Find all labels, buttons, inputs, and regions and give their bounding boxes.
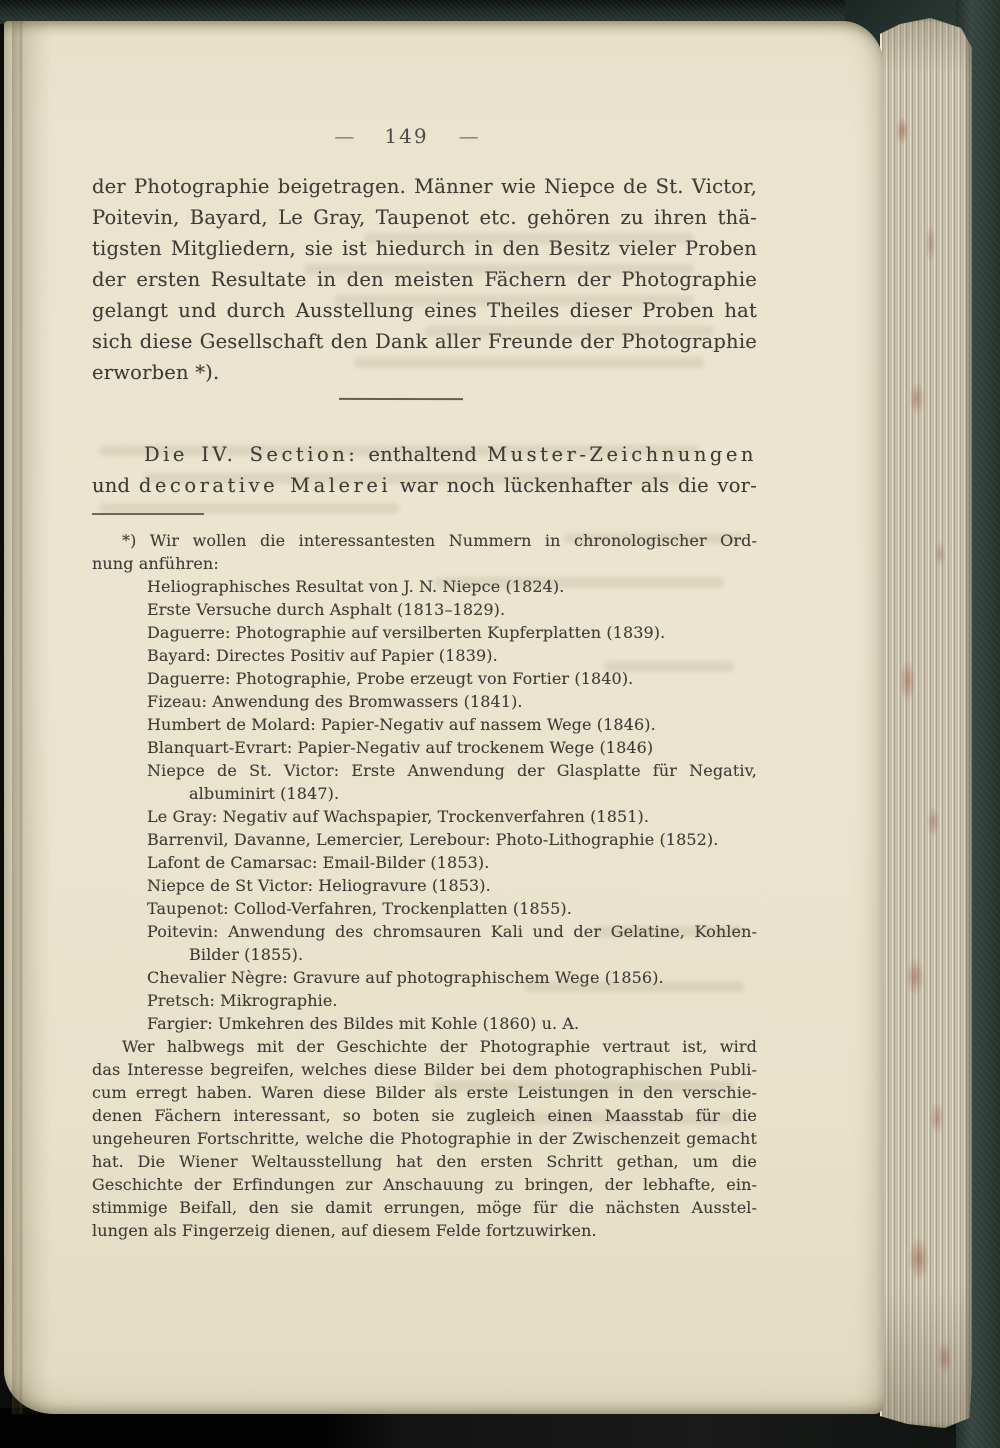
footnote-separator-rule xyxy=(92,513,204,515)
text-line xyxy=(92,529,757,552)
text-segment: lungen als Fingerzeig dienen, auf diesem Felde fortzuwirken. xyxy=(92,1221,597,1240)
text-line xyxy=(92,552,757,575)
text-segment: Erste Versuche durch Asphalt (1813–1829). xyxy=(147,600,506,619)
text-segment: Geschichte der Erfindungen zur Anschauung zu bringen, der lebhafte, ein- xyxy=(92,1175,757,1194)
text-segment: Niepce de St. Victor: Erste Anwendung der Glasplatte für Negativ, xyxy=(147,761,757,780)
text-segment: Blanquart-Evrart: Papier-Negativ auf trockenem Wege (1846) xyxy=(147,738,654,757)
text-line xyxy=(92,1219,757,1242)
text-segment: sich diese Gesellschaft den Dank aller Freunde der Photographie xyxy=(92,330,757,353)
text-segment: Le Gray: Negativ auf Wachspapier, Trockenverfahren (1851). xyxy=(147,807,650,826)
text-segment: hat. Die Wiener Weltausstellung hat den ersten Schritt gethan, um die xyxy=(92,1152,757,1171)
scan-bottom-shadow xyxy=(0,1408,1000,1448)
page-number: 149 xyxy=(384,124,429,148)
text-line xyxy=(92,357,757,388)
page-header xyxy=(74,124,739,148)
text-line xyxy=(92,233,757,264)
text-segment: erworben *). xyxy=(92,361,220,384)
header-dash-left: — xyxy=(334,124,355,148)
text-segment: tigsten Mitgliedern, sie ist hiedurch in den Besitz vieler Proben xyxy=(92,237,757,260)
text-line xyxy=(92,326,757,357)
text-segment: enthaltend xyxy=(358,443,488,466)
body-paragraph xyxy=(92,171,757,388)
text-line xyxy=(92,264,757,295)
text-segment: Fizeau: Anwendung des Bromwassers (1841). xyxy=(147,692,523,711)
section-divider-rule xyxy=(339,398,463,400)
letterspaced-text: Muster-Zeichnungen xyxy=(487,443,757,466)
text-segment: Bilder (1855). xyxy=(189,945,304,964)
text-line xyxy=(92,874,757,897)
text-segment: Heliographisches Resultat von J. N. Niepce (1824). xyxy=(147,577,565,596)
text-line xyxy=(92,1104,757,1127)
text-line xyxy=(92,828,757,851)
gutter-crease xyxy=(20,21,22,1414)
text-segment: Humbert de Molard: Papier-Negativ auf nassem Wege (1846). xyxy=(147,715,656,734)
letterspaced-text: decorative Malerei xyxy=(138,474,392,497)
text-line xyxy=(92,897,757,920)
text-line xyxy=(92,644,757,667)
text-line xyxy=(92,295,757,326)
text-line xyxy=(92,1081,757,1104)
text-line xyxy=(92,1035,757,1058)
text-segment: Chevalier Nègre: Gravure auf photographischem Wege (1856). xyxy=(147,968,664,987)
text-line xyxy=(92,943,757,966)
text-line xyxy=(92,439,757,470)
page-fore-edge-stack xyxy=(880,18,972,1428)
text-segment: Poitevin, Bayard, Le Gray, Taupenot etc. gehören zu ihren thä- xyxy=(92,206,757,229)
text-segment: Lafont de Camarsac: Email-Bilder (1853). xyxy=(147,853,490,872)
text-segment: cum erregt haben. Waren diese Bilder als erste Leistungen in den verschie- xyxy=(92,1083,757,1102)
text-segment: stimmige Beifall, den sie damit errungen, möge für die nächsten Ausstel- xyxy=(92,1198,757,1217)
text-line xyxy=(92,1173,757,1196)
text-line xyxy=(92,851,757,874)
text-segment: albuminirt (1847). xyxy=(189,784,340,803)
text-line xyxy=(92,920,757,943)
text-segment: Daguerre: Photographie auf versilberten Kupferplatten (1839). xyxy=(147,623,666,642)
text-line xyxy=(92,782,757,805)
text-line xyxy=(92,1196,757,1219)
section-paragraph xyxy=(92,439,757,501)
text-segment: Pretsch: Mikrographie. xyxy=(147,991,338,1010)
text-line xyxy=(92,966,757,989)
text-segment: Wer halbwegs mit der Geschichte der Photographie vertraut ist, wird xyxy=(122,1037,757,1056)
text-segment: Niepce de St Victor: Heliogravure (1853). xyxy=(147,876,491,895)
text-segment: Bayard: Directes Positiv auf Papier (1839). xyxy=(147,646,498,665)
text-line xyxy=(92,470,757,501)
text-line xyxy=(92,805,757,828)
text-segment: Fargier: Umkehren des Bildes mit Kohle (1860) u. A. xyxy=(147,1014,580,1033)
letterspaced-text: Die IV. Section: xyxy=(144,443,359,466)
text-line xyxy=(92,713,757,736)
text-line xyxy=(92,598,757,621)
text-segment: das Interesse begreifen, welches diese Bilder bei dem photographischen Publi- xyxy=(92,1060,757,1079)
header-dash-right: — xyxy=(458,124,479,148)
text-segment: der ersten Resultate in den meisten Fächern der Photographie xyxy=(92,268,757,291)
text-line xyxy=(92,171,757,202)
text-segment: und xyxy=(92,474,139,497)
text-segment: *) Wir wollen die interessantesten Nummern in chronologischer Ord- xyxy=(122,531,757,550)
text-segment: Poitevin: Anwendung des chromsauren Kali und der Gelatine, Kohlen- xyxy=(147,922,757,941)
text-line xyxy=(92,1058,757,1081)
book-page xyxy=(4,21,884,1414)
text-line xyxy=(92,575,757,598)
text-line xyxy=(92,621,757,644)
text-segment: der Photographie beigetragen. Männer wie Niepce de St. Victor, xyxy=(92,175,757,198)
text-line xyxy=(92,690,757,713)
text-segment: Barrenvil, Davanne, Lemercier, Lerebour: Photo-Lithographie (1852). xyxy=(147,830,719,849)
text-segment: Taupenot: Collod-Verfahren, Trockenplatten (1855). xyxy=(147,899,572,918)
text-segment: war noch lückenhafter als die vor- xyxy=(391,474,757,497)
text-line xyxy=(92,736,757,759)
text-segment: ungeheuren Fortschritte, welche die Photographie in der Zwischenzeit gemacht xyxy=(92,1129,757,1148)
text-segment: nung anführen: xyxy=(92,554,219,573)
text-line xyxy=(92,1127,757,1150)
text-segment: denen Fächern interessant, so boten sie zugleich einen Maasstab für die xyxy=(92,1106,757,1125)
text-line xyxy=(92,759,757,782)
text-line xyxy=(92,667,757,690)
footnote-block xyxy=(92,529,757,1242)
text-line xyxy=(92,989,757,1012)
text-segment: gelangt und durch Ausstellung eines Theiles dieser Proben hat xyxy=(92,299,757,322)
text-segment: Daguerre: Photographie, Probe erzeugt von Fortier (1840). xyxy=(147,669,634,688)
text-line xyxy=(92,1012,757,1035)
gutter-shadow xyxy=(12,21,52,1414)
text-line xyxy=(92,202,757,233)
text-line xyxy=(92,1150,757,1173)
